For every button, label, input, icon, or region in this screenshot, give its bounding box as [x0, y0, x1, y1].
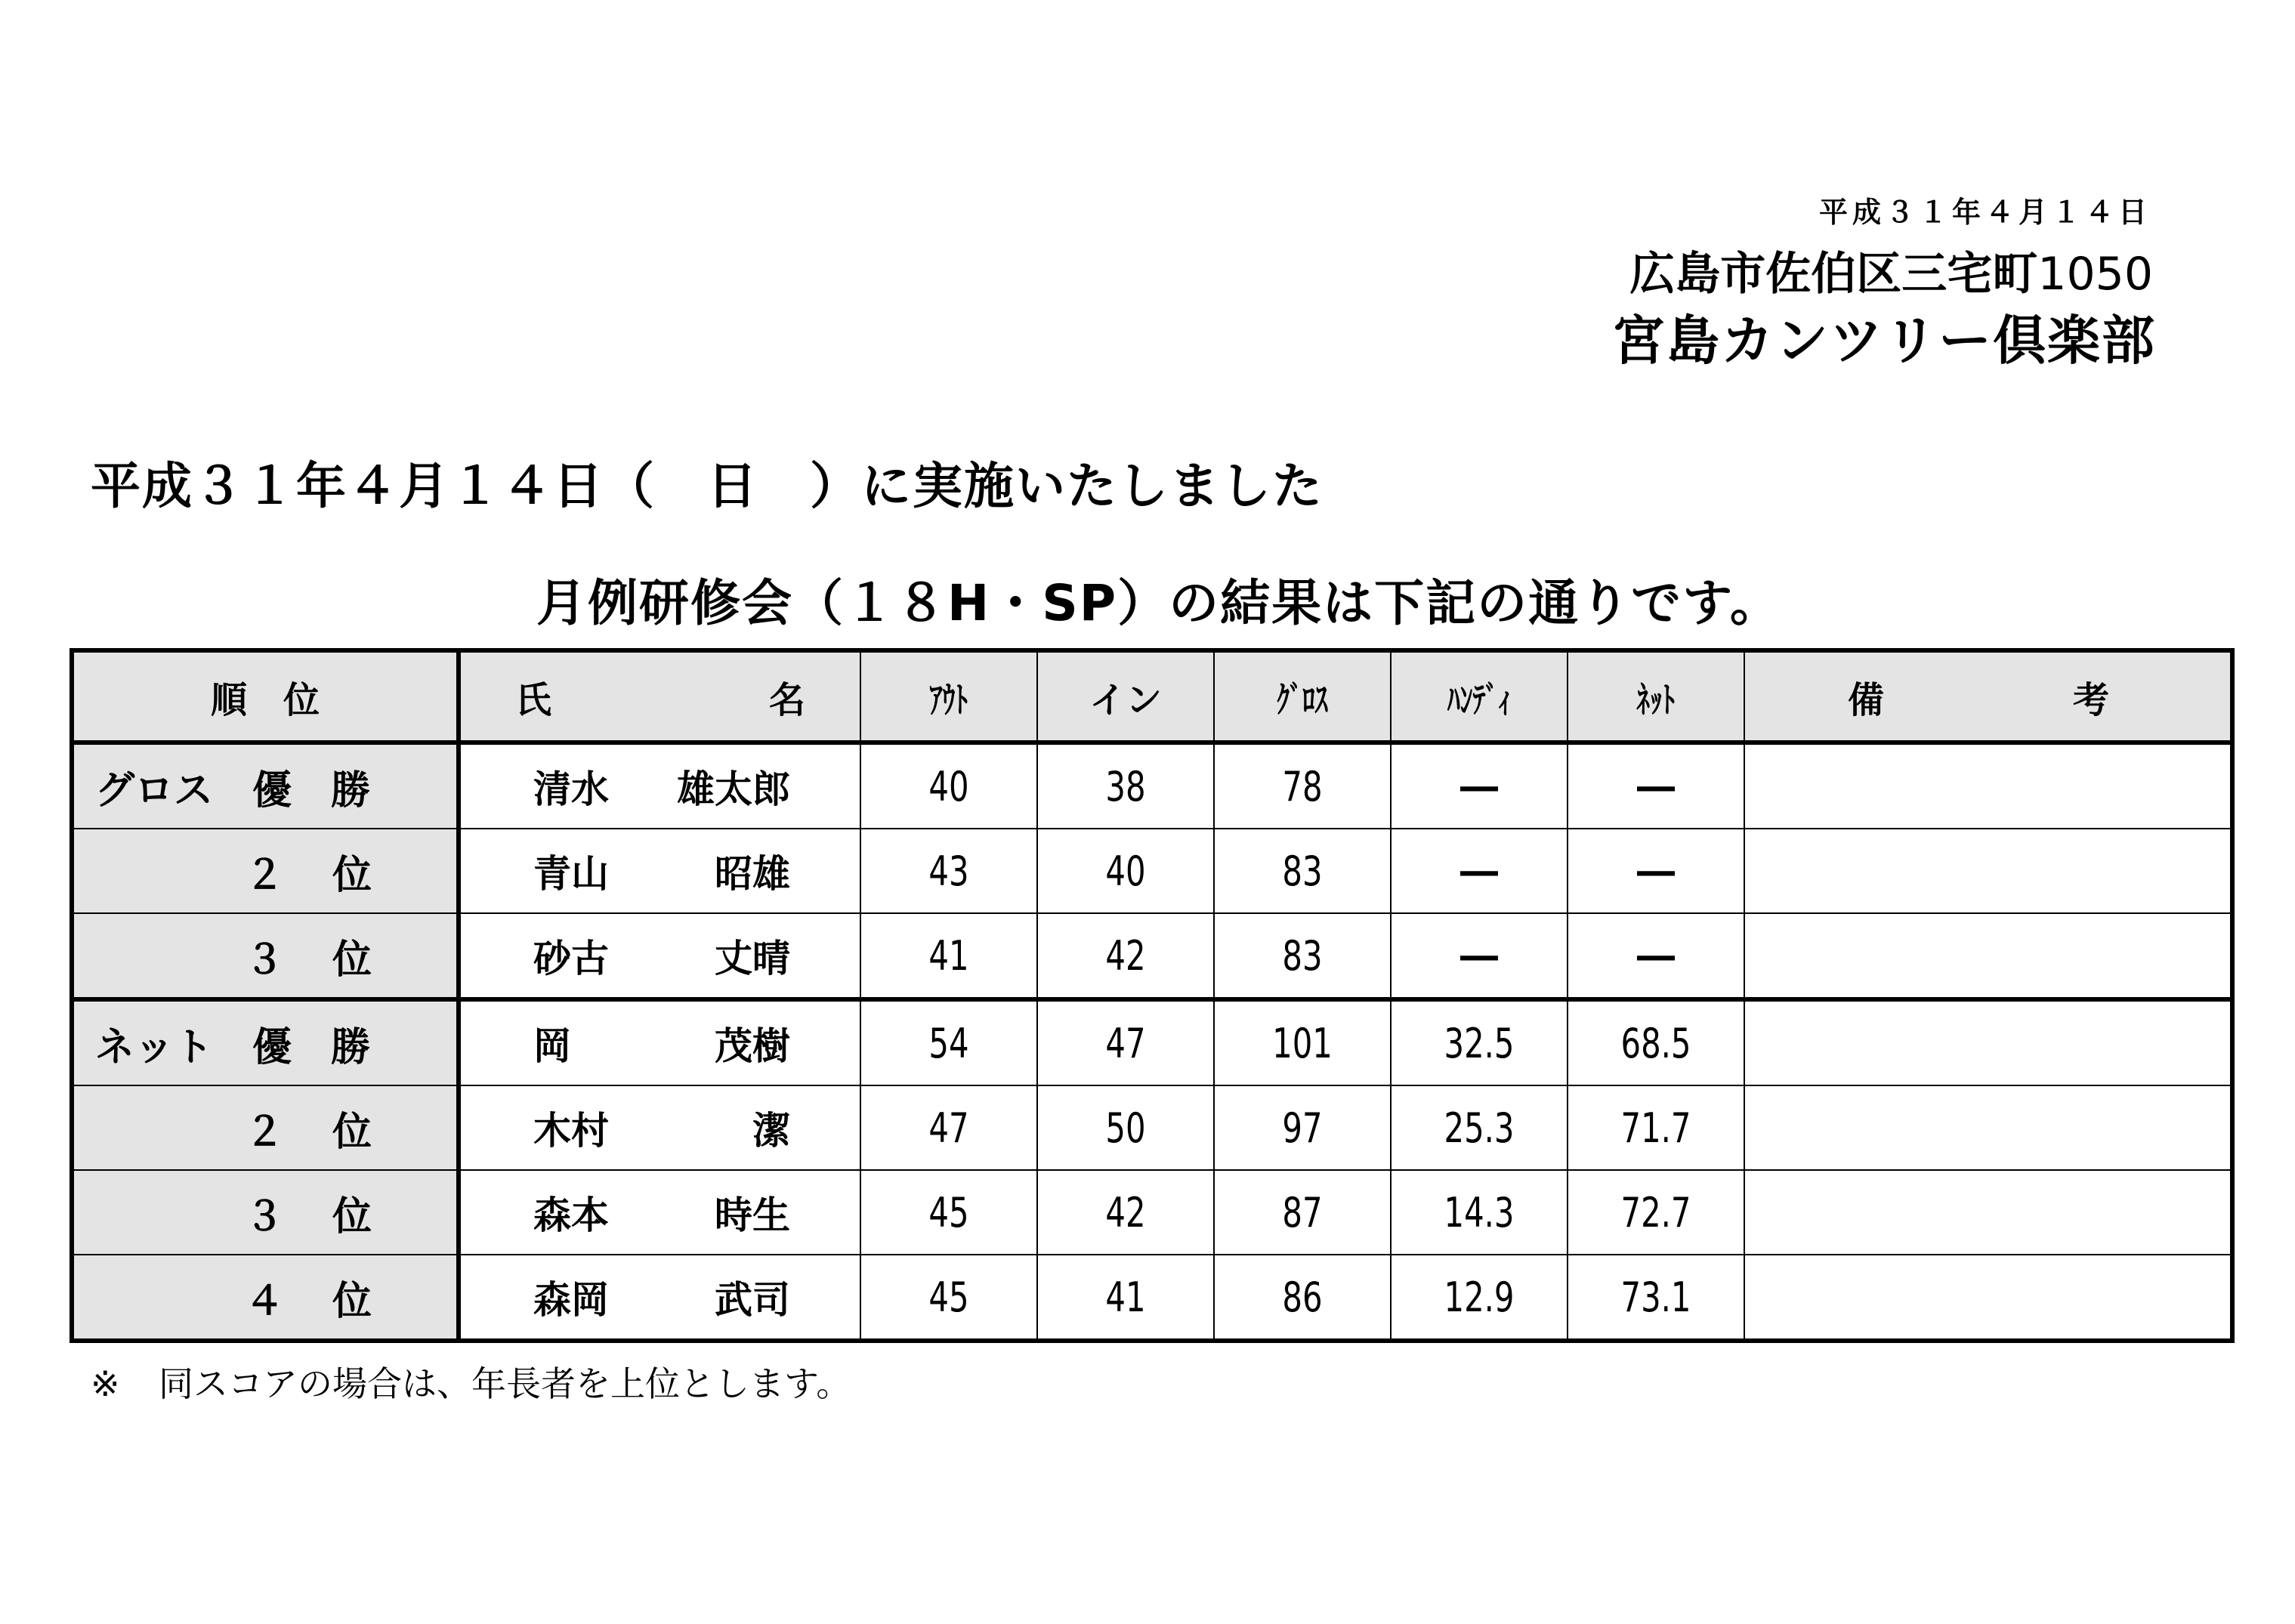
gross-score: 83	[1226, 913, 1378, 999]
intro-line-2: 月例研修会（１８H・SP）の結果は下記の通りです。	[536, 574, 1781, 632]
club-address	[1629, 238, 2153, 303]
column-header-in-label: イン	[1089, 678, 1162, 721]
column-header-name	[459, 650, 860, 743]
family-name: 森岡	[533, 1278, 609, 1322]
given-name: 昭雄	[715, 852, 790, 896]
given-name: 武司	[715, 1278, 790, 1322]
table-row	[72, 1255, 2232, 1341]
out-score: 47	[873, 1085, 1024, 1170]
in-score: 42	[1049, 1170, 1201, 1255]
column-header-in	[1037, 650, 1214, 743]
given-name: 茂樹	[715, 1024, 790, 1068]
rank-cell	[72, 1170, 459, 1255]
column-header-name-left: 氏	[515, 678, 552, 721]
out-score: 43	[873, 829, 1024, 913]
rank-label: ３ 位	[245, 1193, 377, 1240]
gross-score: 97	[1226, 1085, 1378, 1170]
name-cell	[459, 1085, 860, 1170]
gross-score: 78	[1226, 743, 1378, 829]
rank-cell	[72, 1255, 459, 1341]
handicap-value: 12.9	[1403, 1255, 1555, 1341]
rank-label: ３ 位	[245, 937, 377, 983]
results-table	[69, 648, 2235, 1343]
name-cell	[459, 913, 860, 999]
name-cell	[459, 999, 860, 1085]
rank-label: ２ 位	[245, 852, 377, 898]
out-score: 54	[873, 999, 1024, 1085]
column-header-handicap-label: ﾊﾝﾃﾞｨ	[1447, 678, 1511, 721]
remarks-cell	[1744, 743, 2232, 829]
handicap-value: 25.3	[1403, 1085, 1555, 1170]
table-row	[72, 1085, 2232, 1170]
name-cell	[459, 829, 860, 913]
out-score: 45	[873, 1170, 1024, 1255]
column-header-out-label: ｱｳﾄ	[929, 678, 968, 721]
name-cell	[459, 1170, 860, 1255]
gross-score: 87	[1226, 1170, 1378, 1255]
rank-label: ４ 位	[245, 1278, 377, 1324]
handicap-value: ―	[1391, 913, 1568, 999]
net-score: ―	[1568, 743, 1744, 829]
address-text: 広島市佐伯区三宅町	[1629, 248, 2038, 301]
rank-cell: グロス 優 勝	[72, 743, 459, 829]
remarks-cell	[1744, 1170, 2232, 1255]
net-score: 71.7	[1580, 1085, 1731, 1170]
handicap-value: ―	[1391, 743, 1568, 829]
given-name: 潔	[752, 1109, 790, 1153]
given-name: 時生	[715, 1193, 790, 1237]
net-score: 73.1	[1580, 1255, 1731, 1341]
family-name: 岡	[533, 1024, 571, 1068]
footnote-text: 同スコアの場合は、年長者を上位とします。	[159, 1363, 851, 1404]
family-name: 清水	[533, 767, 609, 811]
handicap-value: 14.3	[1403, 1170, 1555, 1255]
footnote	[91, 1357, 851, 1406]
column-header-rank	[72, 650, 459, 743]
reference-mark: ※	[91, 1363, 120, 1404]
in-score: 47	[1049, 999, 1201, 1085]
net-score: ―	[1568, 913, 1744, 999]
table-row	[72, 743, 2232, 829]
gross-score: 86	[1226, 1255, 1378, 1341]
column-header-out	[860, 650, 1037, 743]
net-score: 68.5	[1580, 999, 1731, 1085]
table-row	[72, 829, 2232, 913]
in-score: 40	[1049, 829, 1201, 913]
out-score: 40	[873, 743, 1024, 829]
column-header-gross-label: ｸﾞﾛｽ	[1277, 678, 1328, 721]
in-score: 50	[1049, 1085, 1201, 1170]
column-header-handicap	[1391, 650, 1568, 743]
out-score: 41	[873, 913, 1024, 999]
remarks-cell	[1744, 999, 2232, 1085]
name-cell	[459, 1255, 860, 1341]
intro-line-1: 平成３１年４月１４日（ 日 ）に実施いたしました	[91, 457, 1324, 515]
remarks-cell	[1744, 913, 2232, 999]
column-header-remarks-left: 備	[1848, 678, 1885, 721]
gross-score: 83	[1226, 829, 1378, 913]
rank-cell	[72, 829, 459, 913]
gross-score: 101	[1226, 999, 1378, 1085]
column-header-gross	[1214, 650, 1391, 743]
column-header-remarks-right: 考	[2072, 678, 2109, 721]
table-header-row	[72, 650, 2232, 743]
column-header-rank-label: 順 位	[210, 678, 320, 721]
in-score: 41	[1049, 1255, 1201, 1341]
name-cell	[459, 743, 860, 829]
address-number: 1050	[2037, 248, 2153, 301]
handicap-value: ―	[1391, 829, 1568, 913]
family-name: 青山	[533, 852, 609, 896]
club-name: 宮島カンツリー倶楽部	[1612, 310, 2156, 372]
column-header-name-right: 名	[768, 678, 805, 721]
rank-cell: ネット 優 勝	[72, 999, 459, 1085]
column-header-net-label: ﾈｯﾄ	[1636, 678, 1676, 721]
given-name: 丈晴	[715, 937, 790, 980]
family-name: 砂古	[533, 937, 609, 980]
remarks-cell	[1744, 1255, 2232, 1341]
handicap-value: 32.5	[1403, 999, 1555, 1085]
table-row	[72, 1170, 2232, 1255]
column-header-remarks	[1744, 650, 2232, 743]
table-row	[72, 999, 2232, 1085]
rank-label: ２ 位	[245, 1109, 377, 1155]
rank-cell	[72, 913, 459, 999]
family-name: 木村	[533, 1109, 609, 1153]
column-header-net	[1568, 650, 1744, 743]
remarks-cell	[1744, 1085, 2232, 1170]
rank-cell	[72, 1085, 459, 1170]
given-name: 雄太郎	[677, 767, 790, 811]
in-score: 42	[1049, 913, 1201, 999]
net-score: ―	[1568, 829, 1744, 913]
document-date: 平成３１年４月１４日	[1818, 196, 2151, 229]
family-name: 森本	[533, 1193, 609, 1237]
net-score: 72.7	[1580, 1170, 1731, 1255]
out-score: 45	[873, 1255, 1024, 1341]
table-row	[72, 913, 2232, 999]
in-score: 38	[1049, 743, 1201, 829]
remarks-cell	[1744, 829, 2232, 913]
